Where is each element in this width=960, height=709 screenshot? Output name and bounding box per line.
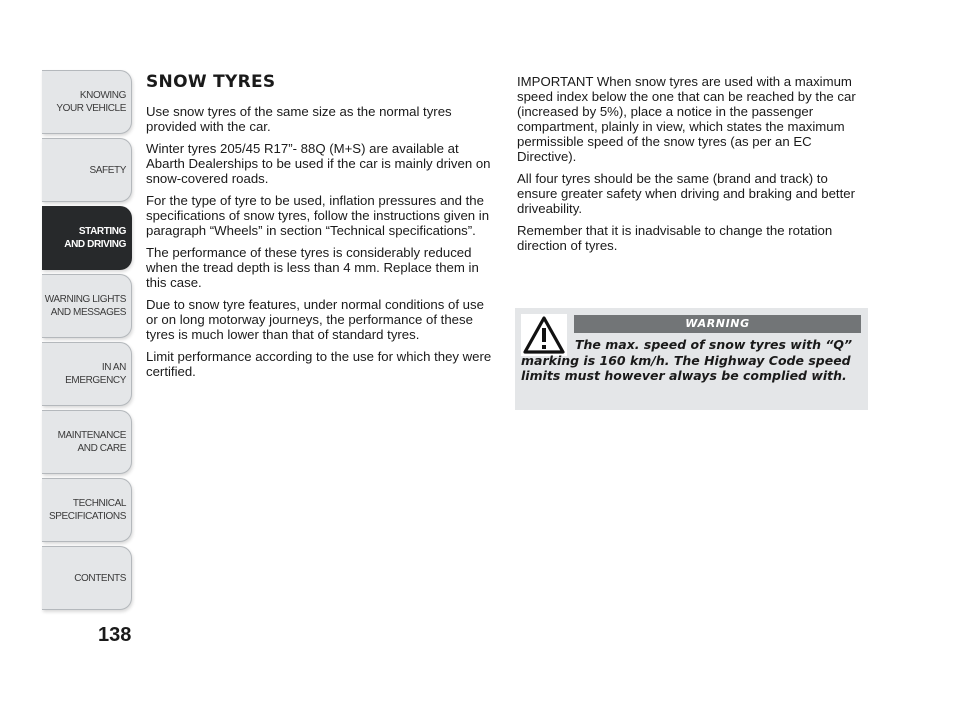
tab-in-an-emergency[interactable]: [42, 342, 132, 406]
paragraph: The performance of these tyres is considerably reduced when the tread depth is less than 4 mm. Replace them in this case.: [146, 245, 479, 290]
tab-label: IN AN EMERGENCY: [65, 362, 126, 386]
tab-label: SAFETY: [89, 164, 126, 176]
tab-label: TECHNICAL SPECIFICATIONS: [48, 498, 126, 522]
paragraph: Winter tyres 205/45 R17”- 88Q (M+S) are available at Abarth Dealerships to be used if the car is mainly driven on snow-covered roads.: [146, 141, 491, 186]
warning-box: [515, 308, 868, 410]
tab-warning-lights-and-messages[interactable]: [42, 274, 132, 338]
paragraph: For the type of tyre to be used, inflation pressures and the specifications of snow tyres, follow the instructions given in paragraph “Wheels” in section “Technical specifications”.: [146, 193, 490, 238]
tab-maintenance-and-care[interactable]: [42, 410, 132, 474]
tab-technical-specifications[interactable]: [42, 478, 132, 542]
section-tabs: [42, 70, 134, 614]
paragraph: All four tyres should be the same (brand and track) to ensure greater safety when driving and braking and better driveability.: [517, 171, 855, 216]
warning-text: The max. speed of snow tyres with “Q” marking is 160 km/h. The Highway Code speed limits must however always be complied with.: [521, 337, 853, 383]
warning-heading: WARNING: [574, 315, 861, 333]
page-number: 138: [98, 624, 132, 646]
left-column: [146, 72, 498, 386]
paragraph: IMPORTANT When snow tyres are used with a maximum speed index below the one that can be reached by the car (increased by 5%), place a notice in the passenger compartment, plainly in view, which states the maximum permissible speed of the snow tyres (as per an EC Directive).: [517, 74, 856, 164]
tab-contents[interactable]: [42, 546, 132, 610]
tab-label: WARNING LIGHTS AND MESSAGES: [44, 294, 126, 318]
tab-label: MAINTENANCE AND CARE: [57, 430, 126, 454]
tab-starting-and-driving[interactable]: [42, 206, 132, 270]
right-column: [517, 74, 869, 260]
tab-label: KNOWING YOUR VEHICLE: [56, 90, 126, 114]
section-title: SNOW TYRES: [146, 72, 276, 92]
tab-knowing-your-vehicle[interactable]: [42, 70, 132, 134]
tab-label: STARTING AND DRIVING: [64, 226, 126, 250]
paragraph: Remember that it is inadvisable to change the rotation direction of tyres.: [517, 223, 833, 253]
paragraph: Limit performance according to the use for which they were certified.: [146, 349, 492, 379]
paragraph: Due to snow tyre features, under normal conditions of use or on long motorway journeys, the performance of these tyres is much lower than that of standard tyres.: [146, 297, 484, 342]
paragraph: Use snow tyres of the same size as the normal tyres provided with the car.: [146, 104, 452, 134]
tab-safety[interactable]: [42, 138, 132, 202]
tab-label: CONTENTS: [74, 572, 126, 584]
